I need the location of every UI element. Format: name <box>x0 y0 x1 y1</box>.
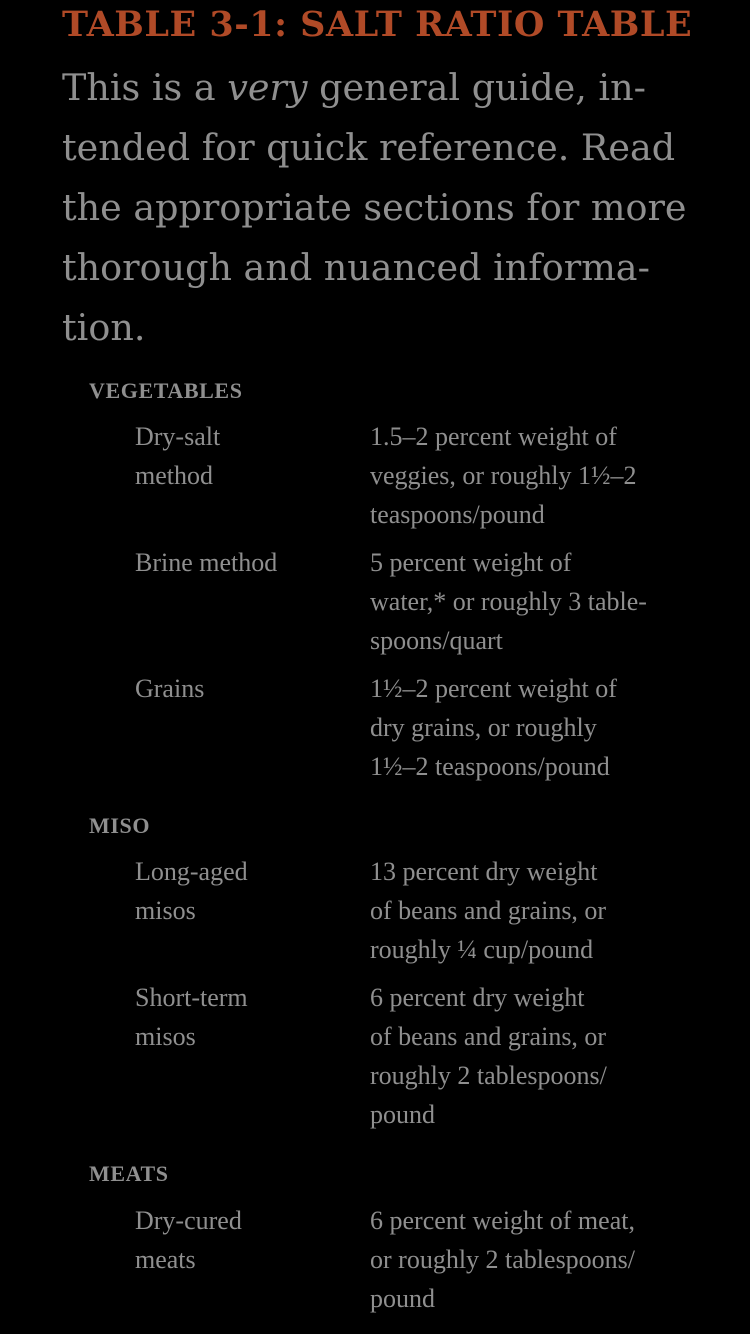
row-label-dry-salt <box>135 417 355 495</box>
row-label-line: misos <box>135 896 196 925</box>
row-value-line: 1½–2 teaspoons/pound <box>370 752 610 781</box>
row-label-line: method <box>135 461 213 490</box>
intro-line-2: tended for quick reference. Read <box>62 126 676 169</box>
section-heading-miso: MISO <box>89 813 151 838</box>
intro-line-1-end: general guide, in- <box>307 66 646 109</box>
row-value-line: of beans and grains, or <box>370 1022 607 1051</box>
row-value-line: 6 percent weight of meat, <box>370 1206 635 1235</box>
intro-emphasis: very <box>227 66 308 109</box>
row-label-line: misos <box>135 1022 196 1051</box>
row-label-line: Dry-cured <box>135 1206 242 1235</box>
row-value-line: veggies, or roughly 1½–2 <box>370 461 637 490</box>
row-value-dry-cured <box>370 1201 730 1318</box>
row-value-line: 1.5–2 percent weight of <box>370 422 617 451</box>
section-heading-meats: MEATS <box>89 1161 169 1186</box>
row-value-line: water,* or roughly 3 table- <box>370 587 647 616</box>
row-value-line: roughly ¼ cup/pound <box>370 935 594 964</box>
row-value-dry-salt <box>370 417 730 534</box>
row-label-dry-cured <box>135 1201 355 1279</box>
row-value-line: 13 percent dry weight <box>370 857 598 886</box>
row-label-line: meats <box>135 1245 196 1274</box>
row-value-line: dry grains, or roughly <box>370 713 597 742</box>
table-title: TABLE 3-1: SALT RATIO TABLE <box>62 4 693 45</box>
row-label-line: Grains <box>135 674 205 703</box>
row-label-line: Brine method <box>135 548 278 577</box>
row-value-line: or roughly 2 tablespoons/ <box>370 1245 636 1274</box>
row-value-short-term <box>370 978 730 1134</box>
row-label-grains <box>135 669 355 708</box>
section-heading-vegetables: VEGETABLES <box>89 378 243 403</box>
row-value-line: 1½–2 percent weight of <box>370 674 617 703</box>
row-value-line: pound <box>370 1100 435 1129</box>
row-value-long-aged <box>370 852 730 969</box>
row-label-line: Long-aged <box>135 857 248 886</box>
intro-line-1 <box>62 58 702 118</box>
row-value-line: 6 percent dry weight <box>370 983 585 1012</box>
row-value-line: spoons/quart <box>370 626 503 655</box>
row-value-line: teaspoons/pound <box>370 500 545 529</box>
row-label-line: Dry-salt <box>135 422 221 451</box>
intro-line-3: the appropriate sections for more <box>62 186 687 229</box>
row-value-brine <box>370 543 730 660</box>
row-label-line: Short-term <box>135 983 248 1012</box>
row-label-brine <box>135 543 355 582</box>
row-label-long-aged <box>135 852 355 930</box>
intro-line-5: tion. <box>62 306 146 349</box>
row-value-grains <box>370 669 730 786</box>
row-value-line: of beans and grains, or <box>370 896 607 925</box>
intro-line-1-start: This is a <box>62 66 228 109</box>
row-value-line: pound <box>370 1284 435 1313</box>
intro-line-4: thorough and nuanced informa- <box>62 246 650 289</box>
row-value-line: 5 percent weight of <box>370 548 572 577</box>
row-value-line: roughly 2 tablespoons/ <box>370 1061 607 1090</box>
row-label-short-term <box>135 978 355 1056</box>
intro-paragraph <box>62 58 702 358</box>
